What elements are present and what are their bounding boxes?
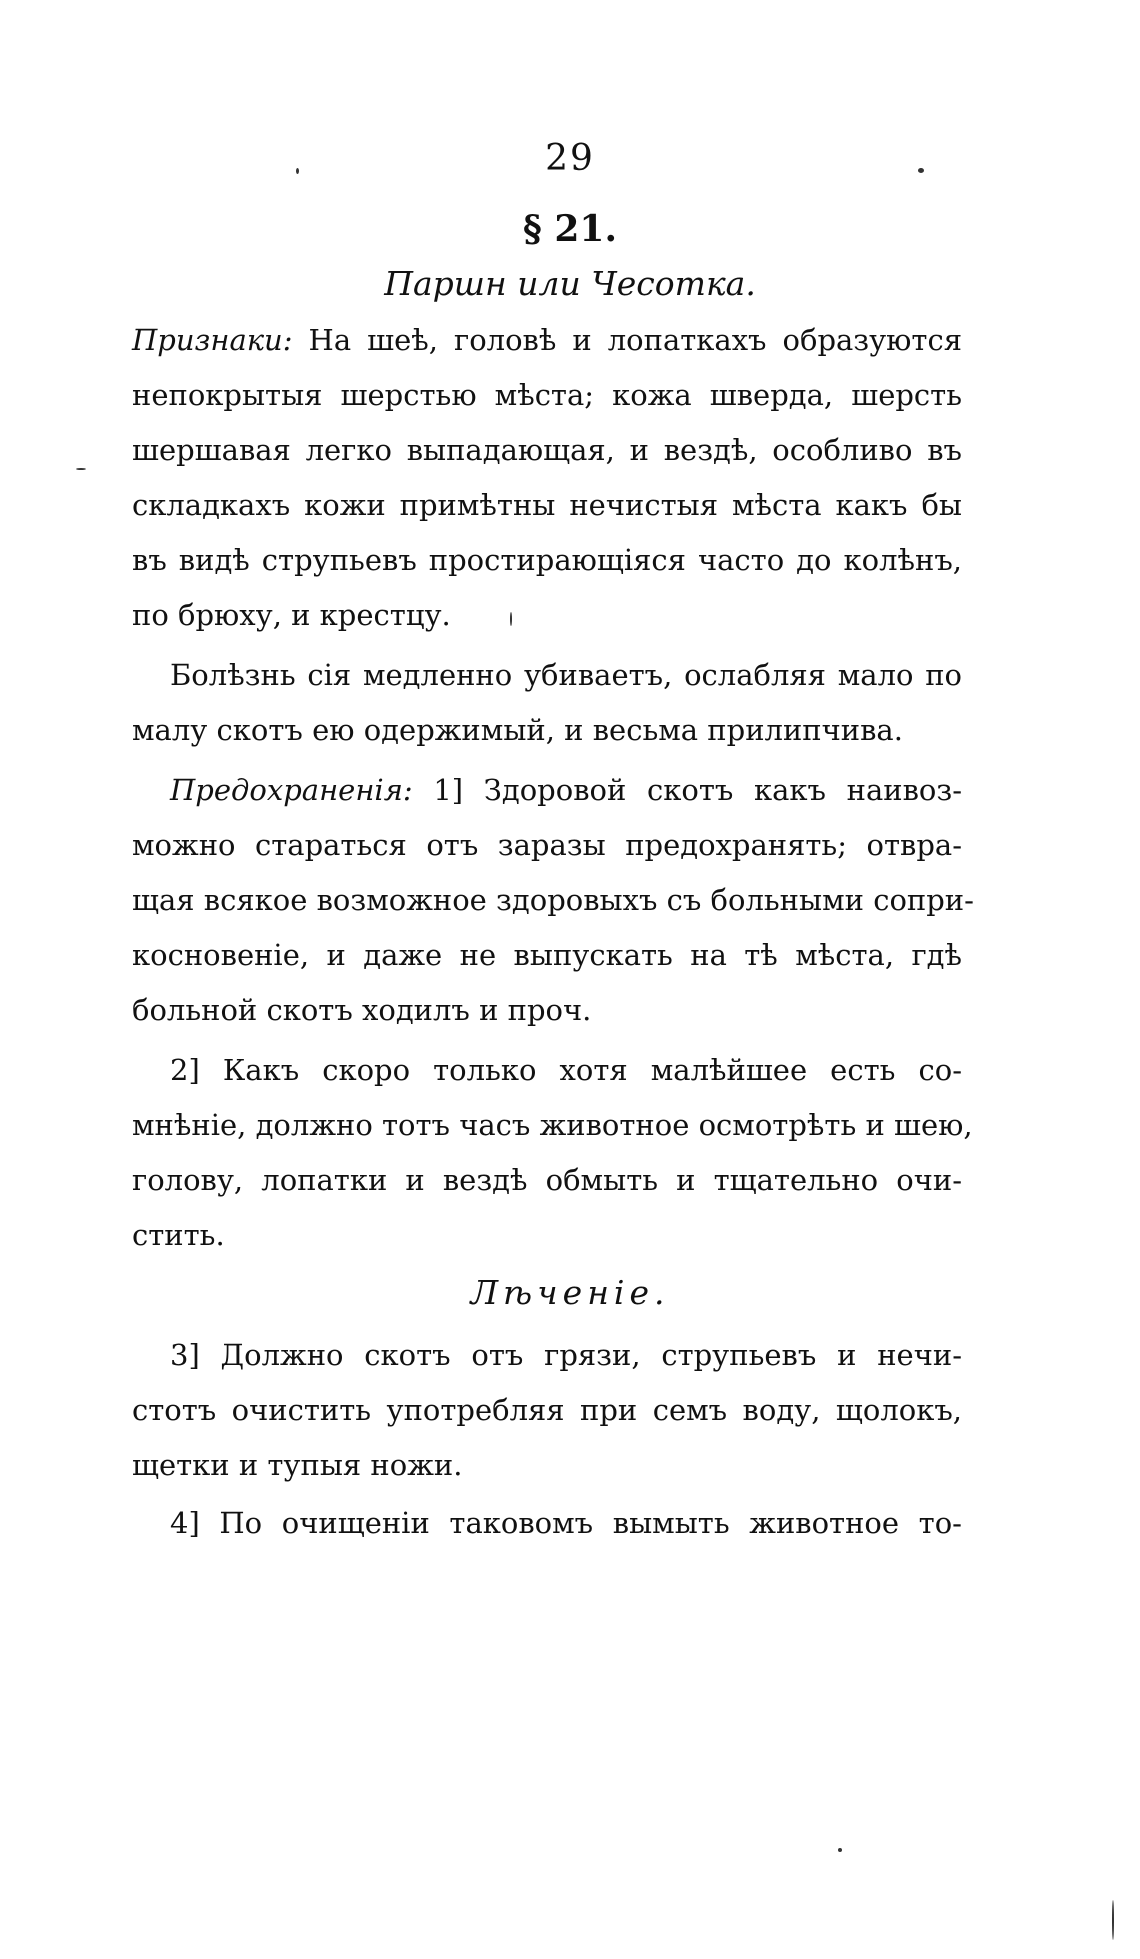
text-line: 3] Должно скотъ отъ грязи, струпьевъ и нечи- — [170, 1338, 962, 1372]
text-line: въ видѣ струпьевъ простирающіяся часто до колѣнъ, — [132, 543, 962, 577]
text-line: шершавая легко выпадающая, и вездѣ, особливо въ — [132, 433, 962, 467]
line-text: На шеѣ, головѣ и лопаткахъ образуются — [292, 323, 962, 357]
text-line: непокрытыя шерстью мѣста; кожа шверда, шерсть — [132, 378, 962, 412]
label-signs: Признаки: — [132, 323, 293, 357]
text-line: 2] Какъ скоро только хотя малѣйшее есть со- — [170, 1053, 962, 1087]
text-line: можно стараться отъ заразы предохранять; отвра- — [132, 828, 962, 862]
page-number: 29 — [545, 138, 595, 179]
text-line: голову, лопатки и вездѣ обмыть и тщательно очи- — [132, 1163, 962, 1197]
text-line: косновеніе, и даже не выпускать на тѣ мѣста, гдѣ — [132, 938, 962, 972]
text-line: больной скотъ ходилъ и проч. — [132, 993, 592, 1027]
scan-speck — [76, 468, 86, 470]
text-line: мнѣніе, должно тотъ часъ животное осмотрѣть и шею, — [132, 1108, 973, 1142]
text-line: щетки и тупыя ножи. — [132, 1448, 463, 1482]
text-line — [170, 765, 962, 815]
label-prevention: Предохраненія: — [170, 773, 413, 807]
scan-speck — [1112, 1900, 1114, 1940]
section-title: Паршн или Чесотка. — [384, 264, 756, 303]
text-line: малу скотъ ею одержимый, и весьма прилипчива. — [132, 713, 903, 747]
text-line: Болѣзнь сія медленно убиваетъ, ослабляя мало по — [170, 658, 962, 692]
text-line: 4] По очищеніи таковомъ вымыть животное то- — [170, 1506, 962, 1540]
scan-speck — [296, 168, 299, 174]
scan-speck — [838, 1848, 842, 1852]
text-line: щая всякое возможное здоровыхъ съ больными сопри- — [132, 883, 974, 917]
text-line — [132, 315, 962, 365]
text-line: по брюху, и крестцу. — [132, 598, 451, 632]
text-line: стить. — [132, 1218, 225, 1252]
scan-speck — [918, 168, 924, 173]
scan-speck — [510, 612, 512, 626]
text-line: складкахъ кожи примѣтны нечистыя мѣста какъ бы — [132, 488, 962, 522]
line-text: 1] Здоровой скотъ какъ наивоз- — [412, 773, 962, 807]
text-line: стотъ очистить употребляя при семъ воду, щолокъ, — [132, 1393, 962, 1427]
treatment-heading: Лѣченіе. — [470, 1273, 670, 1312]
section-number: § 21. — [523, 208, 617, 250]
